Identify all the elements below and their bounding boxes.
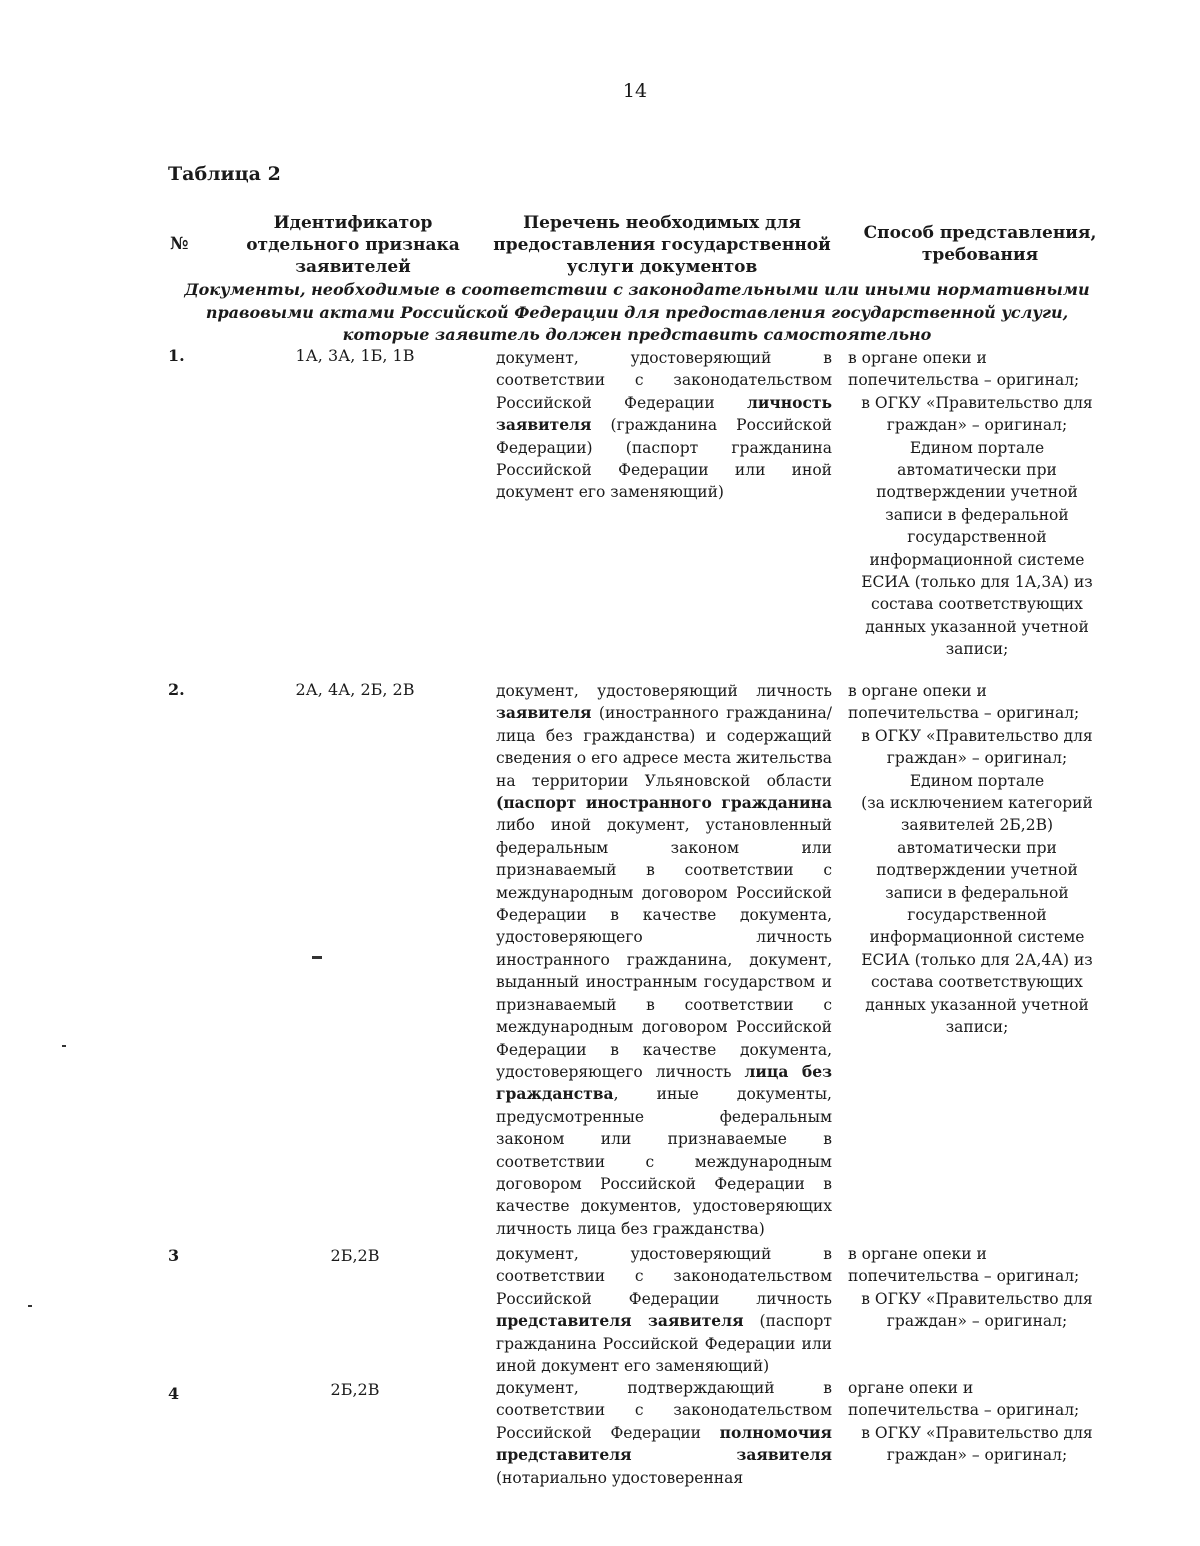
method-line: Едином портале [909,771,1045,790]
row-identifiers: 2А, 4А, 2Б, 2В [295,680,415,699]
method-line: состава соответствующих [871,595,1083,614]
row-identifiers: 2Б,2В [330,1380,380,1399]
row-method [848,347,1106,661]
doc-text-bold: (паспорт иностранного гражданина [496,793,832,813]
method-line: данных указанной учетной [865,617,1089,636]
method-line: информационной системе [869,928,1085,947]
doc-text-segment: документ, удостоверяющий в соответствии с законодательством Российской Федерации [496,349,832,412]
doc-text-bold: личность заявителя [496,392,832,435]
method-line: заявителей 2Б,2В) [900,816,1054,835]
method-line: записи; [945,1018,1009,1037]
method-line: в ОГКУ «Правительство для [861,726,1093,745]
method-line: попечительства – оригинал; [848,1401,1080,1420]
method-line: автоматически при [897,838,1057,857]
method-line: граждан» – оригинал; [886,416,1068,435]
method-line: информационной системе [869,550,1085,569]
doc-text-segment: документ, подтверждающий в соответствии с законодательством Российской Федерации [496,1379,832,1442]
method-line: граждан» – оригинал; [886,749,1068,768]
doc-text-bold: полномочия представителя заявителя [496,1422,832,1465]
method-line: в ОГКУ «Правительство для [861,1423,1093,1442]
method-line: в органе опеки и [848,349,987,367]
method-line: ЕСИА (только для 1А,3А) из [861,573,1093,592]
method-line: граждан» – оригинал; [886,1312,1068,1331]
row-number: 1. [168,346,185,365]
scan-speck [312,956,322,959]
page-number: 14 [622,80,648,102]
method-line: в ОГКУ «Правительство для [861,1289,1093,1308]
doc-text-segment: документ, удостоверяющий личность [496,682,832,700]
scan-speck [28,1305,32,1307]
doc-text-segment: либо иной документ, установленный федеральным законом или признаваемый в соответствии с международным договором Российской Федерации в качестве документа, удостоверяющего личность иностранного гражданина, документ, выданный иностранным государством и признаваемый в соответствии с международным договором Российской Федерации в качестве документа, удостоверяющего личность [496,816,832,1081]
row-identifiers: 1А, 3А, 1Б, 1В [295,346,415,365]
method-line: автоматически при [897,461,1057,480]
method-line: попечительства – оригинал; [848,1267,1080,1286]
table-title: Таблица 2 [168,163,281,185]
header-method: Способ представления, требования [863,223,1097,265]
doc-text-segment: , иные документы, предусмотренные федеральным законом или признаваемые в соответствии с международным договором Российской Федерации в качестве документов, удостоверяющих личность лица без гражданства) [496,1085,832,1238]
method-line: Едином портале [909,438,1045,457]
method-line: записи; [945,640,1009,659]
method-line: в ОГКУ «Правительство для [861,393,1093,412]
row-identifiers: 2Б,2В [330,1246,380,1265]
method-line: состава соответствующих [871,973,1083,992]
method-line: попечительства – оригинал; [848,704,1080,723]
method-line: подтверждении учетной [876,483,1078,502]
method-line: подтверждении учетной [876,861,1078,880]
doc-text-segment: (паспорт гражданина Российской Федерации или иной документ его заменяющий) [496,1312,833,1376]
row-documents [496,1243,832,1377]
row-number: 4 [168,1384,180,1403]
doc-text-segment: (гражданина Российской Федерации) (паспорт гражданина Российской Федерации или иной документ его заменяющий) [496,416,832,502]
row-documents [496,680,832,1240]
method-line: данных указанной учетной [865,995,1089,1014]
method-line: попечительства – оригинал; [848,371,1080,390]
method-line: государственной [907,906,1047,925]
doc-text-bold: лица без гражданства [496,1061,832,1104]
method-line: государственной [907,528,1047,547]
section-title: Документы, необходимые в соответствии с законодательными или иными нормативными правовыми актами Российской Федерации для предоставления государственной услуги, которые заявитель должен представить самостоятельно [184,280,1090,344]
row-documents [496,1377,832,1489]
row-number: 3 [168,1246,180,1265]
doc-text-segment: документ, удостоверяющий в соответствии с законодательством Российской Федерации личность [496,1245,832,1308]
method-line: записи в федеральной [885,883,1069,902]
row-number: 2. [168,680,185,699]
scan-speck [62,1045,66,1047]
method-line: граждан» – оригинал; [886,1446,1068,1465]
method-line: в органе опеки и [848,682,987,700]
doc-text-bold: представителя заявителя [496,1311,744,1331]
method-line: в органе опеки и [848,1245,987,1263]
method-line: записи в федеральной [885,505,1069,524]
doc-text-segment: (иностранного гражданина/ лица без гражданства) и содержащий сведения о его адресе места жительства на территории Ульяновской области [496,704,832,790]
doc-text-bold: заявителя [496,703,592,723]
header-documents: Перечень необходимых для предоставления государственной услуги документов [493,213,831,277]
row-method [848,680,1106,1039]
method-line: органе опеки и [848,1379,974,1397]
method-line: ЕСИА (только для 2А,4А) из [861,950,1093,969]
row-documents [496,347,832,504]
doc-text-segment: (нотариально удостоверенная [496,1468,744,1487]
method-line: (за исключением категорий [861,794,1093,813]
header-number: № [170,234,189,254]
row-method [848,1243,1106,1333]
row-method [848,1377,1106,1467]
header-identifier: Идентификатор отдельного признака заявителей [246,213,460,277]
